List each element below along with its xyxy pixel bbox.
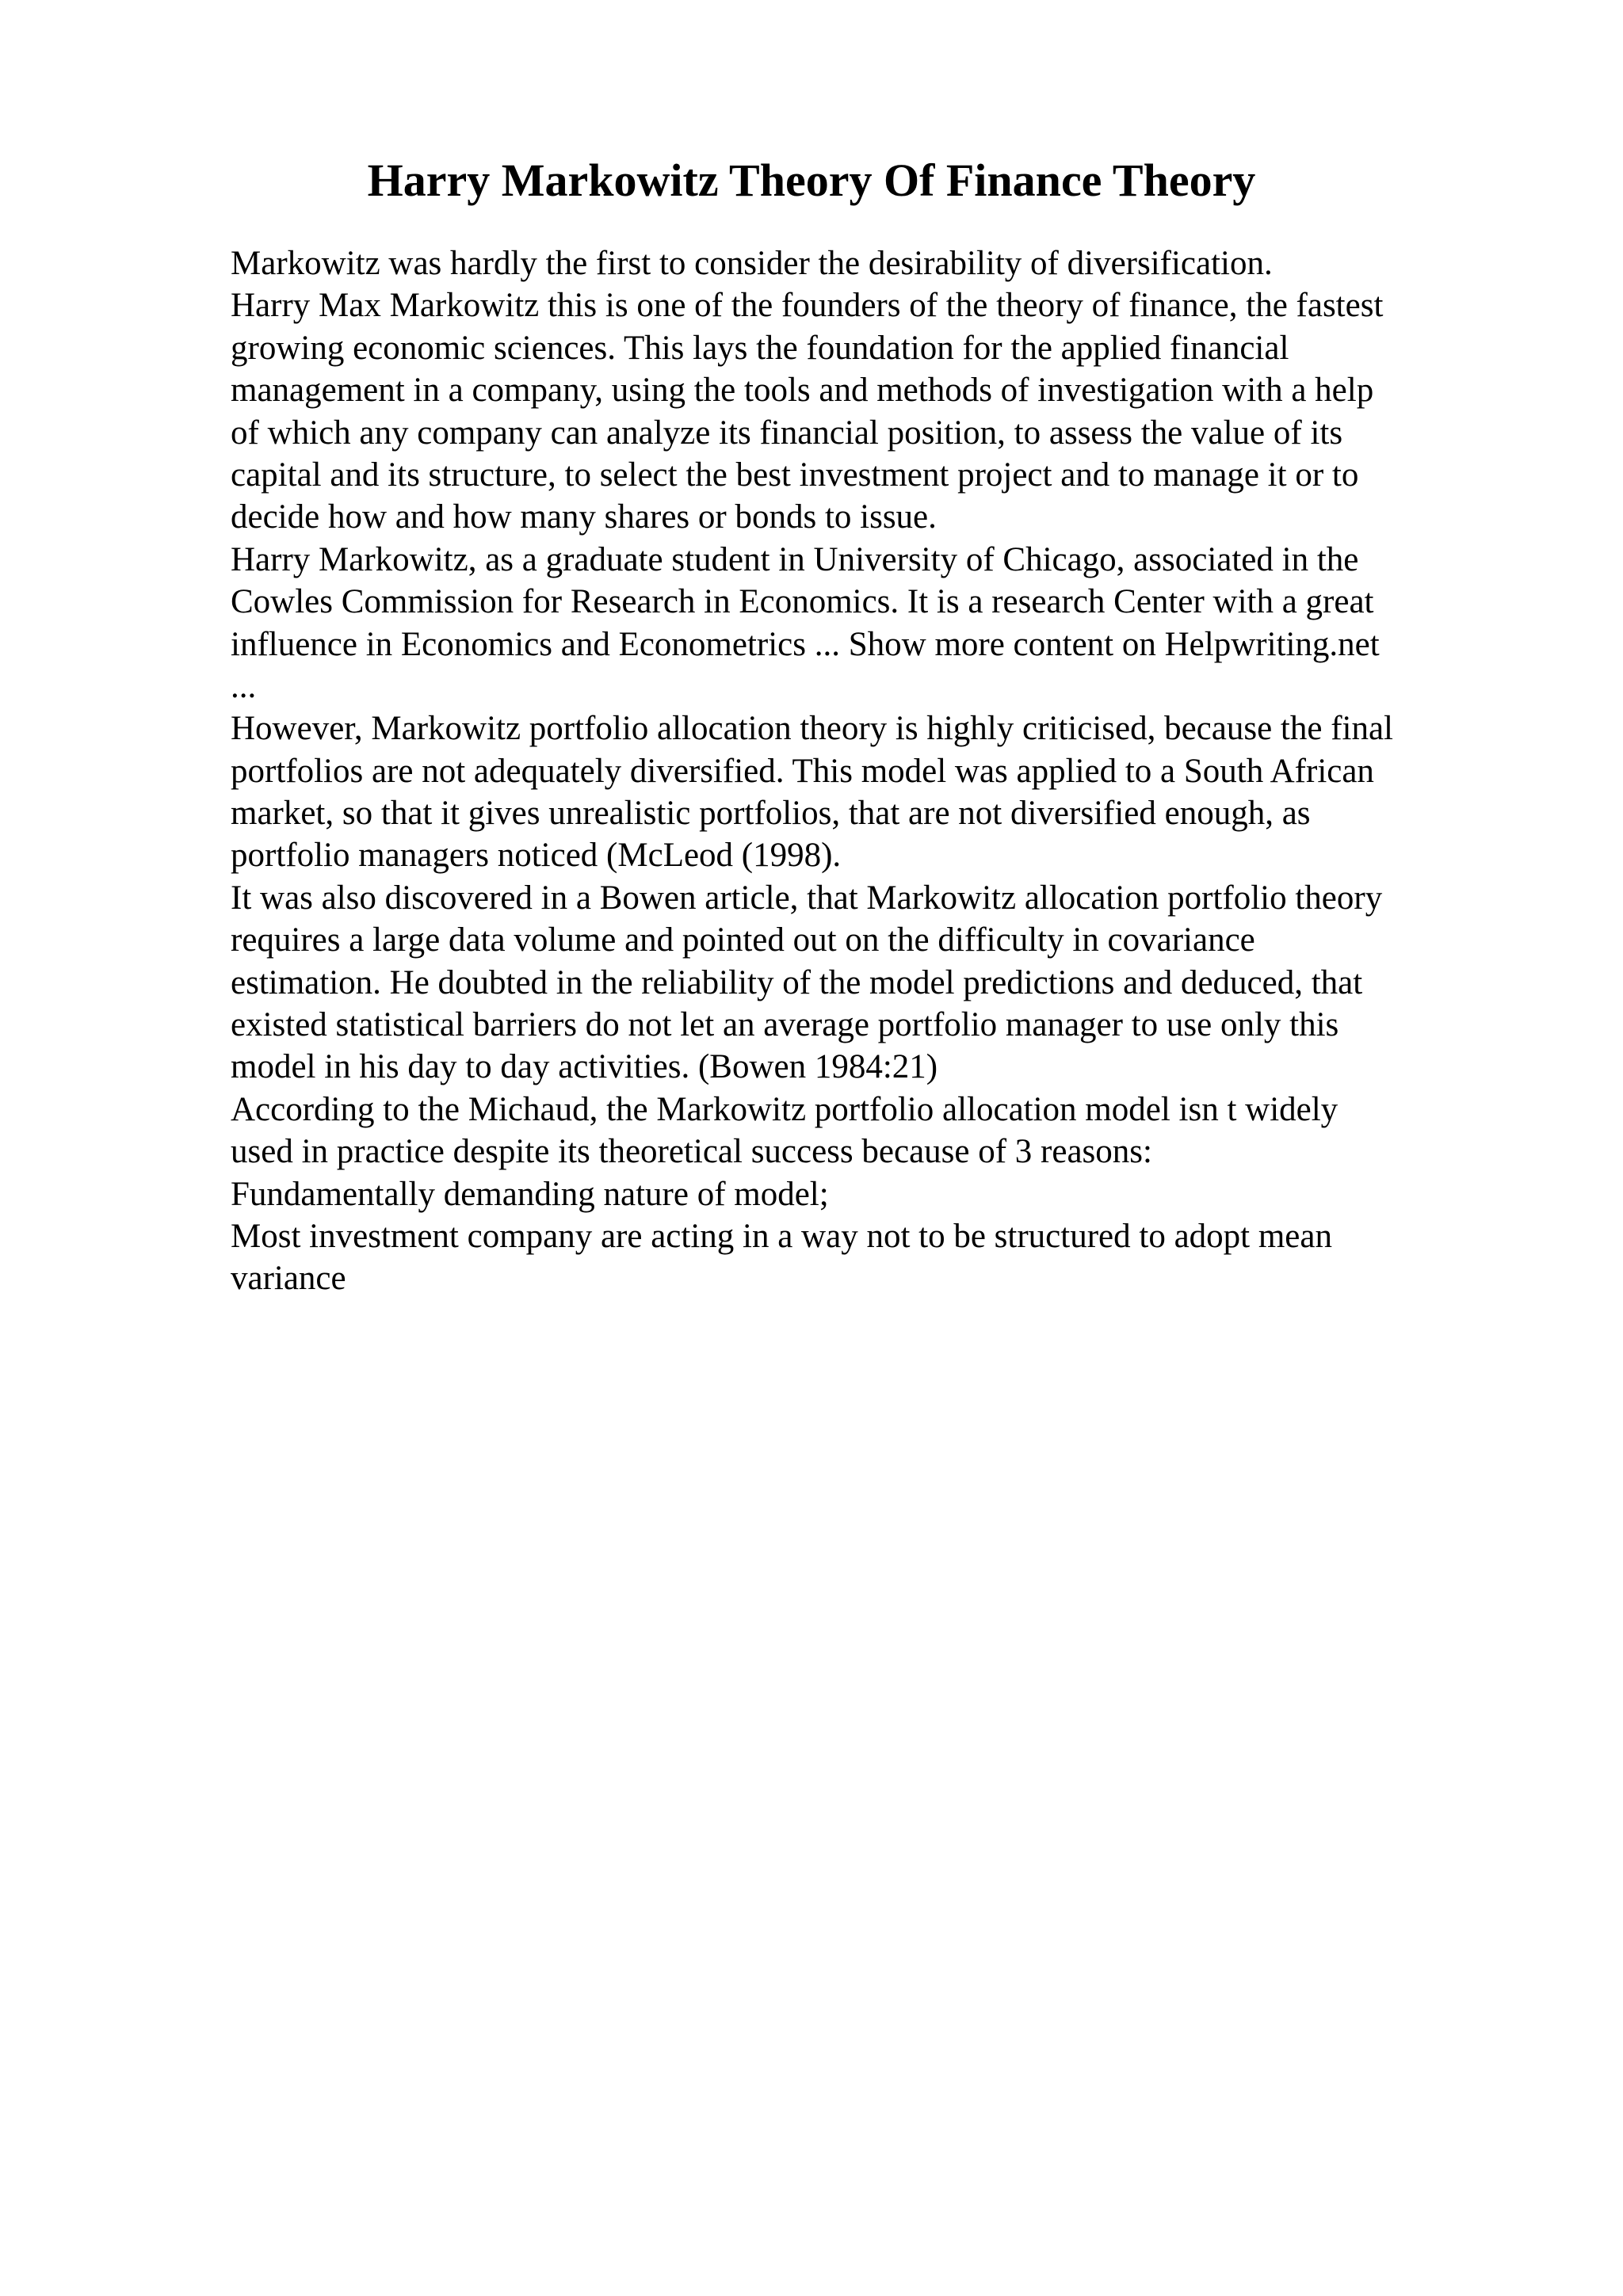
body-line: Most investment company are acting in a way not to be structured to adopt mean [231,1217,1332,1255]
body-line: capital and its structure, to select the best investment project and to manage it or to [231,456,1359,494]
body-line: market, so that it gives unrealistic portfolios, that are not diversified enough, as [231,795,1311,833]
body-line: influence in Economics and Econometrics ... Show more content on Helpwriting.net [231,625,1380,663]
body-line: However, Markowitz portfolio allocation theory is highly criticised, because the final [231,710,1393,748]
body-line: management in a company, using the tools and methods of investigation with a help [231,372,1374,410]
body-line: It was also discovered in a Bowen article, that Markowitz allocation portfolio theory [231,879,1383,917]
body-line: portfolios are not adequately diversified. This model was applied to a South African [231,752,1374,790]
body-line: Cowles Commission for Research in Economics. It is a research Center with a great [231,583,1374,621]
body-line: According to the Michaud, the Markowitz portfolio allocation model isn t widely [231,1090,1338,1128]
body-line: portfolio managers noticed (McLeod (1998). [231,837,842,875]
body-line: model in his day to day activities. (Bowen 1984:21) [231,1048,938,1086]
body-line: used in practice despite its theoretical success because of 3 reasons: [231,1133,1152,1171]
document-title: Harry Markowitz Theory Of Finance Theory [367,154,1256,206]
body-line: existed statistical barriers do not let an average portfolio manager to use only this [231,1006,1339,1044]
body-line: requires a large data volume and pointed out on the difficulty in covariance [231,921,1255,959]
body-line: decide how and how many shares or bonds to issue. [231,498,937,536]
body-line: Harry Markowitz, as a graduate student in University of Chicago, associated in the [231,540,1359,578]
document-body [231,242,1514,1300]
body-line: Harry Max Markowitz this is one of the founders of the theory of finance, the fastest [231,287,1384,325]
body-line: ... [231,667,257,705]
body-line: Markowitz was hardly the first to consider the desirability of diversification. [231,245,1273,282]
body-line: Fundamentally demanding nature of model; [231,1175,829,1213]
body-line: variance [231,1260,346,1298]
body-line: estimation. He doubted in the reliability of the model predictions and deduced, that [231,963,1363,1001]
body-line: of which any company can analyze its financial position, to assess the value of its [231,414,1343,452]
body-line: growing economic sciences. This lays the foundation for the applied financial [231,329,1289,367]
